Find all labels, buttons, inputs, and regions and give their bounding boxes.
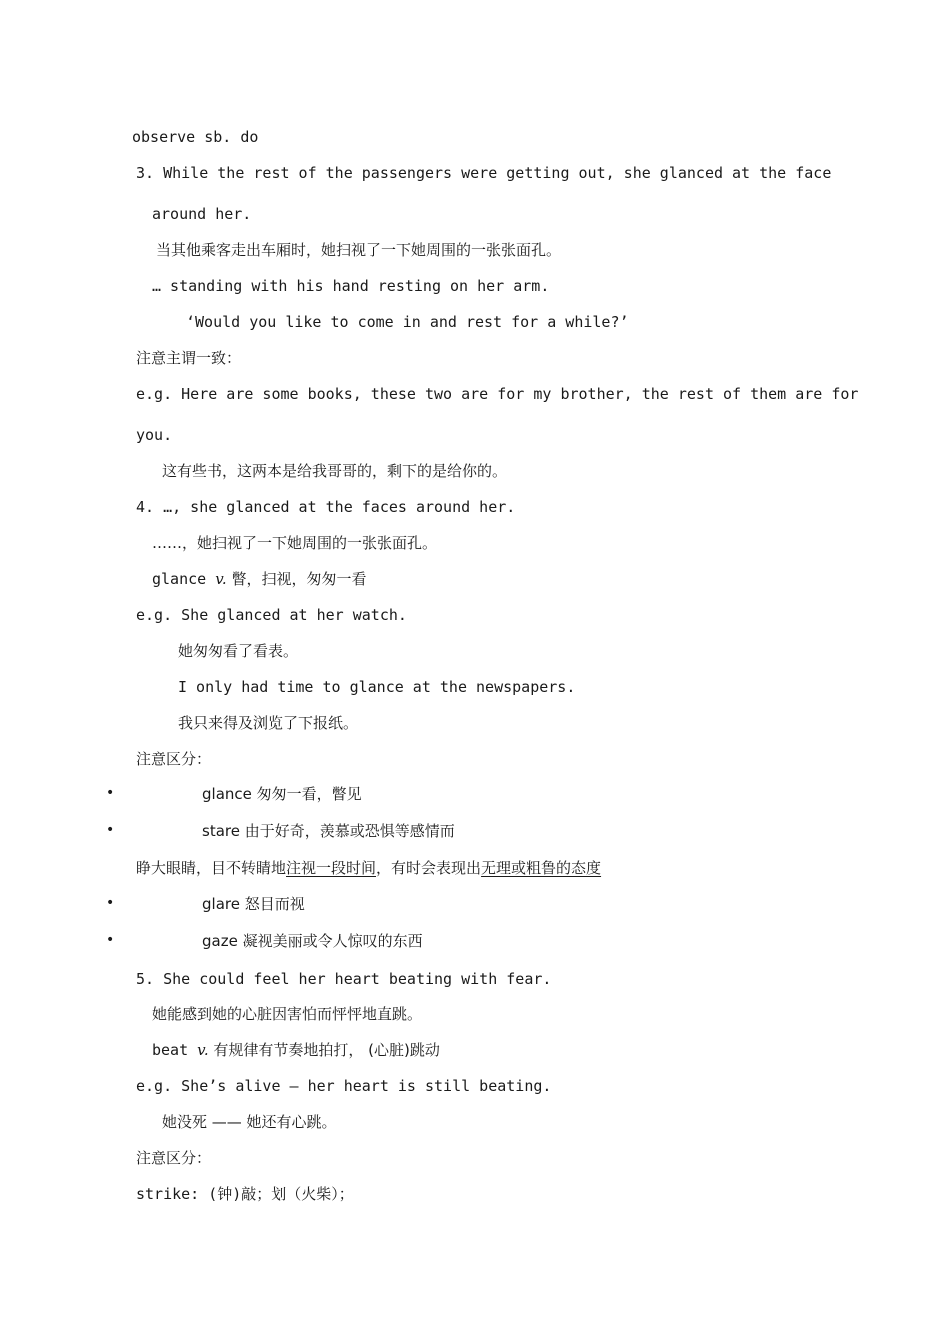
text-line: ‘Would you like to come in and rest for a while?’ [186, 313, 629, 331]
text-line: you. [136, 426, 173, 444]
section-label: 注意主谓一致： [136, 349, 242, 367]
text-line: 睁大眼睛，目不转睛地注视一段时间，有时会表现出无理或粗鲁的态度 [136, 859, 602, 877]
bullet: • [106, 895, 115, 911]
bullet-item: gaze 凝视美丽或令人惊叹的东西 [202, 932, 423, 950]
bullet-item: glance 匆匆一看，瞥见 [202, 785, 362, 803]
bullet: • [106, 785, 115, 801]
section-label: 注意区分： [136, 1149, 212, 1167]
definition-line [152, 569, 366, 589]
text-line: e.g. She’s alive — her heart is still beating. [136, 1077, 552, 1095]
definition: 瞥，扫视，匆匆一看 [226, 570, 367, 588]
text-line: strike: (钟)敲；划（火柴）； [136, 1185, 354, 1203]
text-line: e.g. Here are some books, these two are for my brother, the rest of them are for [136, 385, 859, 403]
text-line: 4. …, she glanced at the faces around her. [136, 498, 516, 516]
text-line: 她匆匆看了看表。 [178, 642, 299, 660]
text-line: around her. [152, 205, 252, 223]
definition-line [152, 1040, 440, 1060]
underlined-text: 无理或粗鲁的态度 [481, 859, 602, 877]
text-line: 当其他乘客走出车厢时，她扫视了一下她周围的一张张面孔。 [156, 241, 562, 259]
underlined-text: 注视一段时间 [286, 859, 377, 877]
part-of-speech: v. [197, 1041, 209, 1059]
part-of-speech: v. [215, 570, 227, 588]
word: glance [152, 570, 216, 588]
bullet: • [106, 822, 115, 838]
word: beat [152, 1041, 198, 1059]
text-line: 5. She could feel her heart beating with fear. [136, 970, 552, 988]
text-line: observe sb. do [132, 128, 259, 146]
definition: 有规律有节奏地拍打， (心脏)跳动 [208, 1041, 440, 1059]
bullet-item: stare 由于好奇，羡慕或恐惧等感情而 [202, 822, 455, 840]
section-label: 注意区分： [136, 750, 212, 768]
text-line: 她能感到她的心脏因害怕而怦怦地直跳。 [152, 1005, 423, 1023]
text-line: 我只来得及浏览了下报纸。 [178, 714, 359, 732]
text-line: ……，她扫视了一下她周围的一张张面孔。 [152, 534, 438, 552]
text-line: 3. While the rest of the passengers were getting out, she glanced at the face [136, 164, 832, 182]
bullet-item: glare 怒目而视 [202, 895, 305, 913]
text-line: 这有些书，这两本是给我哥哥的，剩下的是给你的。 [162, 462, 508, 480]
text-line: e.g. She glanced at her watch. [136, 606, 407, 624]
text-line: 她没死 —— 她还有心跳。 [162, 1113, 337, 1131]
text-line: I only had time to glance at the newspapers. [178, 678, 576, 696]
text-line: … standing with his hand resting on her arm. [152, 277, 550, 295]
bullet: • [106, 932, 115, 948]
